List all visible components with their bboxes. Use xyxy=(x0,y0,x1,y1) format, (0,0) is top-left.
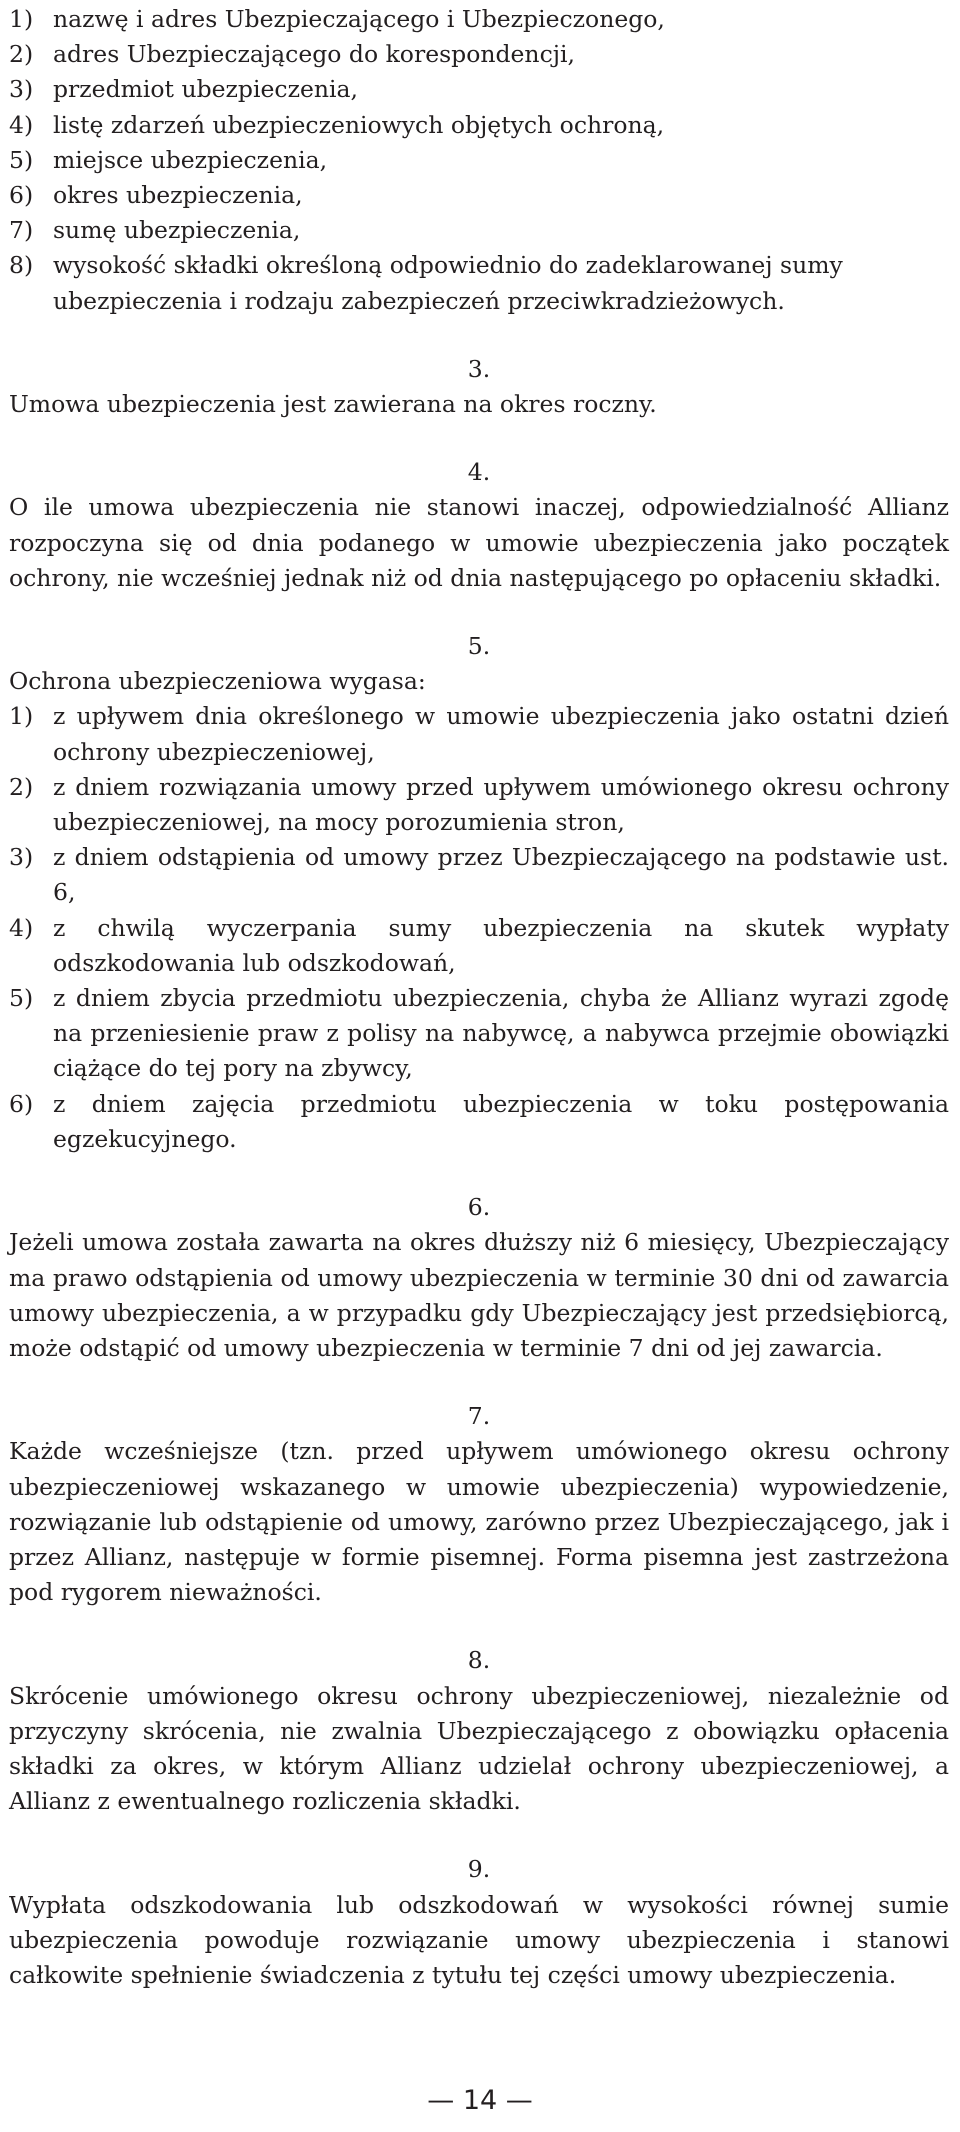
section-8-text: Skrócenie umówionego okresu ochrony ubezpieczeniowej, niezależnie od przyczyny skrócenia, nie zwalnia Ubezpieczającego z obowiązku opłacenia składki za okres, w którym Allianz udzielał ochrony ubezpieczeniowej, a Allianz z ewentualnego rozliczenia składki. xyxy=(9,1681,949,1816)
list-item: 4) listę zdarzeń ubezpieczeniowych objętych ochroną, xyxy=(9,110,665,139)
section-4-text: O ile umowa ubezpieczenia nie stanowi inaczej, odpowiedzialność Allianz rozpoczyna się od dnia podanego w umowie ubezpieczenia jako początek ochrony, nie wcześniej jednak niż od dnia następującego po opłaceniu składki. xyxy=(9,493,949,592)
section-7-text: Każde wcześniejsze (tzn. przed upływem umówionego okresu ochrony ubezpieczeniowej wskazanego w umowie ubezpieczenia) wypowiedzenie, rozwiązanie lub odstąpienie od umowy, zarówno przez Ubezpieczającego, jak i przez Allianz, następuje w formie pisemnej. Forma pisemna jest zastrzeżona pod rygorem nieważności. xyxy=(9,1437,949,1607)
document-page xyxy=(9,0,949,1993)
list-item: 2) z dniem rozwiązania umowy przed upływem umówionego okresu ochrony ubezpieczeniowej, na mocy porozumienia stron, xyxy=(9,772,949,837)
section-number-7: 7. xyxy=(467,1402,491,1431)
section-number-4: 4. xyxy=(467,458,491,487)
section-9-text: Wypłata odszkodowania lub odszkodowań w wysokości równej sumie ubezpieczenia powoduje rozwiązanie umowy ubezpieczenia i stanowi całkowite spełnienie świadczenia z tytułu tej części umowy ubezpieczenia. xyxy=(9,1890,949,1989)
list-item: 7) sumę ubezpieczenia, xyxy=(9,216,301,245)
list-item: 5) miejsce ubezpieczenia, xyxy=(9,145,328,174)
page-number: — 14 — xyxy=(427,2085,533,2116)
list-item: 4) z chwilą wyczerpania sumy ubezpieczenia na skutek wypłaty odszkodowania lub odszkodowań, xyxy=(9,913,949,977)
section-6-text: Jeżeli umowa została zawarta na okres dłuższy niż 6 miesięcy, Ubezpieczający ma prawo odstąpienia od umowy ubezpieczenia w terminie 30 dni od zawarcia umowy ubezpieczenia, a w przypadku gdy Ubezpieczający jest przedsiębiorcą, może odstąpić od umowy ubezpieczenia w terminie 7 dni od jej zawarcia. xyxy=(9,1228,949,1362)
section-5-intro: Ochrona ubezpieczeniowa wygasa: xyxy=(9,667,426,696)
section-number-5: 5. xyxy=(467,632,491,661)
list-item: 3) z dniem odstąpienia od umowy przez Ubezpieczającego na podstawie ust. 6, xyxy=(9,843,949,907)
list-item: 6) okres ubezpieczenia, xyxy=(9,181,303,210)
insurance-contract-details-list xyxy=(9,2,949,319)
list-item: 5) z dniem zbycia przedmiotu ubezpieczenia, chyba że Allianz wyrazi zgodę na przeniesienie praw z polisy na nabywcę, a nabywca przejmie obowiązki ciążące do tej pory na zbywcy, xyxy=(9,984,949,1083)
section-number-3: 3. xyxy=(467,354,491,383)
list-item: 6) z dniem zajęcia przedmiotu ubezpieczenia w toku postępowania egzekucyjnego. xyxy=(9,1089,949,1153)
list-item: 3) przedmiot ubezpieczenia, xyxy=(9,75,358,104)
section-number-8: 8. xyxy=(467,1646,491,1675)
section-number-9: 9. xyxy=(467,1855,491,1884)
coverage-expiry-list xyxy=(9,699,949,1157)
list-item: 1) nazwę i adres Ubezpieczającego i Ubezpieczonego, xyxy=(9,5,665,33)
list-item: 1) z upływem dnia określonego w umowie ubezpieczenia jako ostatni dzień ochrony ubezpieczeniowej, xyxy=(9,702,949,766)
section-3-text: Umowa ubezpieczenia jest zawierana na okres roczny. xyxy=(9,390,657,419)
list-item: 8) wysokość składki określoną odpowiednio do zadeklarowanej sumy ubezpieczenia i rodzaju zabezpieczeń przeciwkradzieżowych. xyxy=(9,251,843,315)
list-item: 2) adres Ubezpieczającego do korespondencji, xyxy=(9,40,576,69)
section-number-6: 6. xyxy=(467,1193,491,1222)
